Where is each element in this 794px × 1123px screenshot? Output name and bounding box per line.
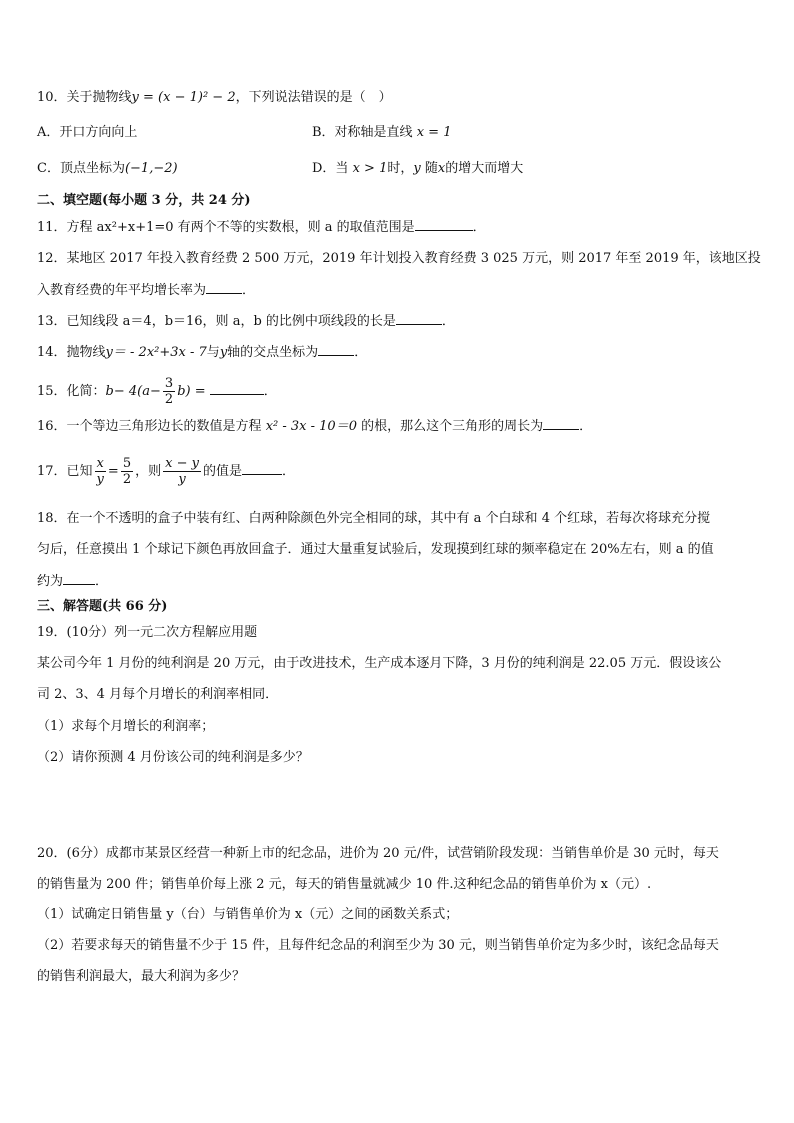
q19-line1: 某公司今年 1 月份的纯利润是 20 万元，由于改进技术，生产成本逐月下降，3 月份的纯利润是 22.05 万元．假设该公 [37,656,722,671]
q13-answer-blank[interactable] [396,312,442,325]
q17-frac2-num: 5 [122,456,132,471]
q15-b: b [105,384,114,399]
q10-stem-text: 10．关于抛物线 [37,90,132,105]
q17-equals: = [107,464,119,479]
q15-denominator: 2 [164,392,174,407]
q14-axis: y [219,345,228,360]
q17 [37,455,295,489]
q15-numerator: 3 [164,376,174,391]
q10-option-a: A．开口方向向上 [37,125,138,140]
q14-answer-blank[interactable] [318,343,354,356]
section-solutions-title: 三、解答题(共 66 分) [37,599,168,614]
q17-frac3-den: y [178,472,186,487]
q15-fraction [163,376,175,407]
q12-line2 [37,281,255,300]
q10-option-d-m2: y [413,161,421,176]
q18-line2: 匀后，任意摸出 1 个球记下颜色再放回盒子．通过大量重复试验后，发现摸到红球的频率稳定在 20%左右，则 a 的值 [37,542,714,557]
q11-period: ． [472,220,486,235]
q11-text: 11．方程 ax²+x+1=0 有两个不等的实数根，则 a 的取值范围是 [37,220,415,235]
q16-equation: x² - 3x - 10＝0 [265,419,357,434]
q15-minus: − [150,384,161,399]
q14-text-c: 轴的交点坐标为 [227,345,319,360]
q18-line1: 18．在一个不透明的盒子中装有红、白两种除颜色外完全相同的球，其中有 a 个白球和 4 个红球，若每次将球充分搅 [37,511,711,526]
q15-period: ． [263,384,277,399]
q10-option-d-m1: x > 1 [352,161,388,176]
q10-option-b [312,124,451,142]
q18-period: ． [95,574,109,589]
q10-option-c-math: (−1,−2) [124,161,178,176]
q17-text-c: 的值是 [202,464,242,479]
q10-stem-tail: ，下列说法错误的是（ ） [235,90,392,105]
q10-options-ab [37,124,757,142]
q20-part2-line2: 的销售利润最大，最大利润为多少？ [37,969,246,984]
q10-formula: y = (x − 1)² − 2 [131,90,236,105]
q12-text: 入教育经费的年平均增长率为 [37,283,207,298]
section-fill-in-title: 二、填空题(每小题 3 分，共 24 分) [37,193,251,208]
q15-vector-b [106,379,114,405]
q19-part2: （2）请你预测 4 月份该公司的纯利润是多少？ [37,750,309,765]
q15-vector-a [142,379,150,405]
q10-option-b-text: B．对称轴是直线 [312,125,413,140]
q17-fraction-xy [95,456,106,487]
q13 [37,312,455,331]
q20-line1: 20．(6分）成都市某景区经营一种新上市的纪念品，进价为 20 元/件，试营销阶段发现：当销售单价是 30 元时，每天 [37,846,719,861]
q20-part2-line1: （2）若要求每天的销售量不少于 15 件，且每件纪念品的利润至少为 30 元，则当销售单价定为多少时，该纪念品每天 [37,938,719,953]
q18-text: 约为 [37,574,64,589]
q17-period: ． [281,464,295,479]
q16-period: ． [579,419,593,434]
q18-answer-blank[interactable] [63,572,95,585]
q15-minus-four: − 4( [113,384,143,399]
q10-option-d-c: 随 [424,161,438,176]
q20-line2: 的销售量为 200 件；销售单价每上涨 2 元，每天的销售量就减少 10 件.这种纪念品的销售单价为 x（元）. [37,877,652,892]
q10-option-d-d: 的增大而增大 [445,161,524,176]
q14-formula: y＝ - 2x²+3x - 7 [105,345,207,360]
q14-period: ． [354,345,368,360]
q12-line1: 12．某地区 2017 年投入教育经费 2 500 万元，2019 年计划投入教育经费 3 025 万元，则 2017 年至 2019 年，该地区投 [37,251,761,266]
q10-option-b-math: x = 1 [416,125,452,140]
q10-option-c [37,161,178,176]
q10-option-d-a: D．当 [312,161,349,176]
q20-part1: （1）试确定日销售量 y（台）与销售单价为 x（元）之间的函数关系式； [37,907,459,922]
q17-fraction-52 [121,456,133,487]
q16-answer-blank[interactable] [543,417,579,430]
q10-options-cd [37,160,757,178]
q17-text-b: ，则 [135,464,162,479]
q16-text-b: 的根，那么这个三角形的周长为 [361,419,544,434]
q10-option-c-text: C．顶点坐标为 [37,161,125,176]
q13-text: 13．已知线段 a＝4，b＝16，则 a，b 的比例中项线段的长是 [37,314,396,329]
q17-text-a: 17．已知 [37,464,93,479]
q17-answer-blank[interactable] [242,462,282,475]
q16-text-a: 16．一个等边三角形边长的数值是方程 [37,419,262,434]
q15-a: a [142,384,151,399]
q10-option-d-m3: x [437,161,446,176]
q15-answer-blank[interactable] [210,382,264,395]
q15-b2: b [177,384,186,399]
q19-line2: 司 2、3、4 月每个月增长的利润率相同． [37,687,279,702]
q19-part1: （1）求每个月增长的利润率； [37,719,215,734]
q14-text-b: 与 [206,345,220,360]
q11-answer-blank[interactable] [415,218,473,231]
q17-frac1-num: x [95,456,106,472]
q17-frac1-den: y [96,472,104,487]
q17-frac3-num: x − y [165,456,199,471]
q12-period: ． [242,283,256,298]
q18-line3 [37,572,108,591]
q16 [37,417,592,436]
q17-frac2-den: 2 [122,472,132,487]
q14 [37,343,367,362]
q15-equals: ) = [185,384,206,399]
q10-stem [37,89,392,107]
q10-option-d [312,160,523,178]
q19-header: 19．(10分）列一元二次方程解应用题 [37,625,258,640]
q12-answer-blank[interactable] [206,281,242,294]
q11 [37,218,486,237]
q15-text: 15．化简： [37,384,106,399]
q17-fraction-target [163,456,201,487]
q13-period: ． [441,314,455,329]
q15-vector-b2 [177,379,185,405]
q15 [37,376,277,407]
q14-text-a: 14．抛物线 [37,345,106,360]
q10-option-d-b: 时， [387,161,414,176]
